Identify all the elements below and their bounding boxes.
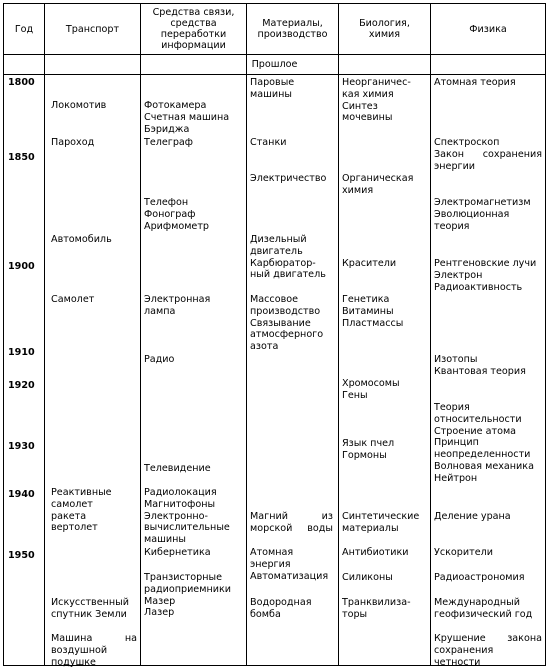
biology-entry: Синтетические материалы (342, 511, 420, 534)
text-line: воздушной (51, 644, 108, 656)
communication-entry: Телевидение (144, 463, 211, 474)
text-line: энергии (434, 160, 476, 172)
communication-entry: Транзисторные радиоприемники Мазер Лазер (144, 572, 231, 619)
communication-entry: Фотокамера Счетная машина Бэриджа (144, 100, 230, 135)
column-divider (430, 4, 431, 665)
communication-entry: Телефон Фонограф Арифмометр (144, 197, 210, 232)
transport-entry: Самолет (51, 294, 95, 305)
text-line: морской воды (250, 522, 333, 534)
year-label: 1910 (8, 347, 35, 358)
communication-entry: Электронная лампа (144, 294, 211, 317)
physics-entry: Ускорители (434, 547, 493, 558)
year-label: 1930 (8, 441, 35, 452)
header-communication: Средства связи, средства переработки информации (152, 7, 235, 51)
section-divider (4, 74, 545, 75)
text-line: подушке (51, 656, 96, 668)
section-label: Прошлое (251, 59, 298, 70)
materials-entry: Атомная энергия Автоматизация (250, 547, 329, 582)
materials-entry: Дизельный двигатель Карбюратор- ный двигатель (250, 234, 326, 281)
materials-entry: Водородная бомба (250, 597, 312, 620)
year-label: 1920 (8, 380, 35, 391)
header-physics: Физика (469, 23, 507, 35)
physics-entry: Радиоастрономия (434, 572, 525, 583)
physics-entry: Международный геофизический год (434, 597, 533, 620)
year-label: 1800 (8, 77, 35, 88)
materials-entry: Массовое производство Связывание атмосферного азота (250, 294, 324, 353)
column-divider (44, 4, 45, 665)
column-divider (140, 4, 141, 665)
biology-entry: Неорганичес- кая химия Синтез мочевины (342, 77, 411, 124)
physics-entry: Электромагнетизм Эволюционная теория (434, 197, 531, 232)
biology-entry: Хромосомы Гены (342, 378, 400, 401)
history-table (3, 3, 546, 666)
physics-entry: Изотопы Квантовая теория (434, 354, 526, 377)
text-line: Магний из (250, 511, 333, 522)
physics-entry (434, 633, 542, 668)
biology-entry: Транквилиза- торы (342, 597, 411, 620)
year-label: 1940 (8, 489, 35, 500)
text-line: Машина на (51, 633, 137, 644)
header-materials: Материалы, производство (257, 18, 328, 40)
text-line: сохранения (434, 644, 494, 656)
column-divider (246, 4, 247, 665)
biology-entry: Красители (342, 258, 397, 269)
biology-entry: Силиконы (342, 572, 393, 583)
physics-entry: Деление урана (434, 511, 511, 522)
text-line: четности (434, 656, 481, 668)
materials-entry: Станки (250, 137, 287, 148)
text-line: Крушение закона (434, 633, 542, 644)
header-year: Год (14, 23, 34, 35)
transport-entry: Автомобиль (51, 234, 112, 245)
materials-entry: Электричество (250, 173, 327, 184)
text-line: Спектроскоп (434, 137, 500, 148)
biology-entry: Язык пчел Гормоны (342, 438, 395, 461)
transport-entry: Искусственный спутник Земли (51, 597, 129, 620)
header-transport: Транспорт (65, 23, 120, 35)
communication-entry: Радиолокация Магнитофоны Электронно- вычислительные машины (144, 487, 230, 546)
year-label: 1900 (8, 261, 35, 272)
communication-entry: Радио (144, 354, 175, 365)
year-label: 1850 (8, 152, 35, 163)
materials-entry (250, 511, 333, 535)
column-divider (338, 4, 339, 665)
physics-entry: Теория относительности Строение атома Принцип неопределенности Волновая механика Нейтрон (434, 402, 534, 484)
header-biology: Биология, химия (359, 18, 410, 40)
year-label: 1950 (8, 550, 35, 561)
transport-entry (51, 633, 137, 668)
communication-entry: Кибернетика (144, 547, 211, 558)
communication-entry: Телеграф (144, 137, 194, 148)
physics-entry: Рентгеновские лучи Электрон Радиоактивность (434, 258, 537, 293)
materials-entry: Паровые машины (250, 77, 295, 100)
transport-entry: Локомотив (51, 100, 107, 111)
transport-entry: Пароход (51, 137, 95, 148)
biology-entry: Генетика Витамины Пластмассы (342, 294, 404, 329)
physics-entry (434, 137, 542, 172)
physics-entry: Атомная теория (434, 77, 516, 88)
text-line: Закон сохранения (434, 148, 542, 160)
transport-entry: Реактивные самолет ракета вертолет (51, 487, 112, 534)
biology-entry: Органическая химия (342, 173, 414, 196)
biology-entry: Антибиотики (342, 547, 409, 558)
